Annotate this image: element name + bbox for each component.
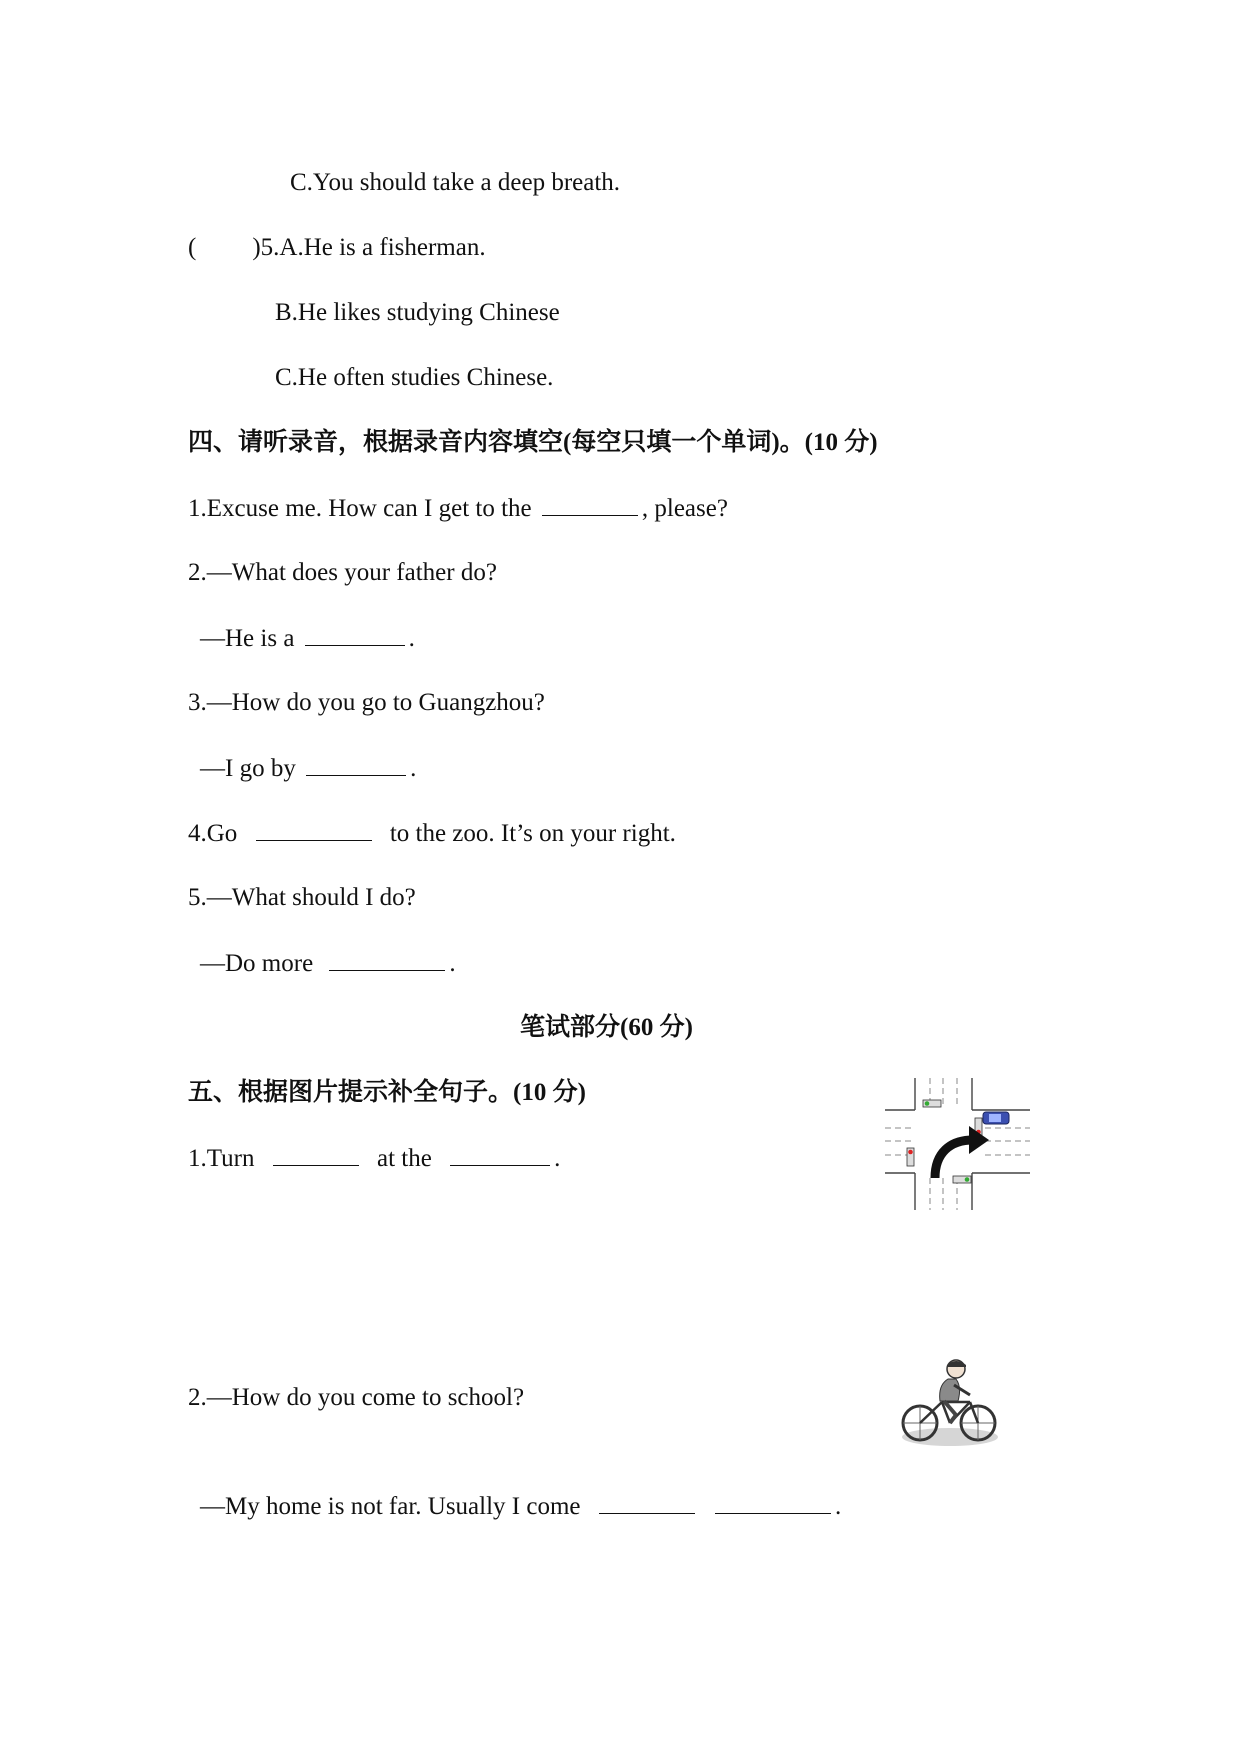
s4-q1-blank[interactable] [542, 493, 638, 516]
answer-paren-open: ( [188, 234, 197, 261]
s4-q2-period: . [408, 625, 415, 652]
q5-option-b: B.He likes studying Chinese [275, 299, 560, 326]
s4-q3-answer [200, 753, 416, 784]
s4-q2-question: 2.—What does your father do? [188, 559, 497, 586]
s4-q5-answer-text: —Do more [200, 950, 314, 977]
s4-q3-blank[interactable] [306, 753, 406, 776]
s4-q1-text-end: , please? [641, 495, 728, 522]
s5-q1-blank-2[interactable] [450, 1143, 550, 1166]
q4-option-c: C.You should take a deep breath. [290, 169, 621, 196]
s5-q2-question: 2.—How do you come to school? [188, 1384, 525, 1411]
s5-q2-period: . [835, 1493, 842, 1520]
s5-q1-period: . [554, 1145, 561, 1172]
s5-q1-blank-1[interactable] [273, 1143, 359, 1166]
q5-option-a-line [188, 233, 486, 263]
s5-q1 [188, 1143, 560, 1174]
s4-q5-question: 5.—What should I do? [188, 884, 416, 911]
s4-q2-answer [200, 623, 415, 654]
s5-q2-blank-2[interactable] [715, 1491, 831, 1514]
s5-q2-answer-text: —My home is not far. Usually I come [200, 1493, 581, 1520]
s4-q3-question: 3.—How do you go to Guangzhou? [188, 689, 545, 716]
s4-q2-blank[interactable] [305, 623, 405, 646]
s4-q4-text: 4.Go [188, 820, 238, 847]
bike-rider-illustration [900, 1357, 1002, 1449]
s4-q4 [188, 818, 676, 849]
s5-q1-text: 1.Turn [188, 1145, 255, 1172]
section4-title: 四、请听录音，根据录音内容填空(每空只填一个单词)。(10 分) [188, 429, 878, 456]
s4-q3-period: . [410, 755, 417, 782]
crossroads-illustration [885, 1078, 1030, 1210]
s5-q2-blank-1[interactable] [599, 1491, 695, 1514]
s5-q1-text-mid: at the [376, 1145, 432, 1172]
s4-q4-text-end: to the zoo. It’s on your right. [389, 820, 676, 847]
s4-q3-answer-text: —I go by [200, 755, 296, 782]
s4-q5-answer [200, 948, 456, 979]
s4-q5-period: . [449, 950, 456, 977]
q5-option-a: 5.A.He is a fisherman. [260, 234, 486, 261]
s5-q2-answer [200, 1491, 841, 1522]
s4-q2-answer-text: —He is a [200, 625, 295, 652]
s4-q1 [188, 493, 728, 524]
s4-q1-text: 1.Excuse me. How can I get to the [188, 495, 532, 522]
answer-paren-close: ) [252, 234, 261, 261]
s4-q4-blank[interactable] [256, 818, 372, 841]
written-part-title: 笔试部分(60 分) [520, 1014, 693, 1041]
s4-q5-blank[interactable] [329, 948, 445, 971]
q5-option-c: C.He often studies Chinese. [275, 364, 554, 391]
section5-title: 五、根据图片提示补全句子。(10 分) [188, 1079, 586, 1106]
